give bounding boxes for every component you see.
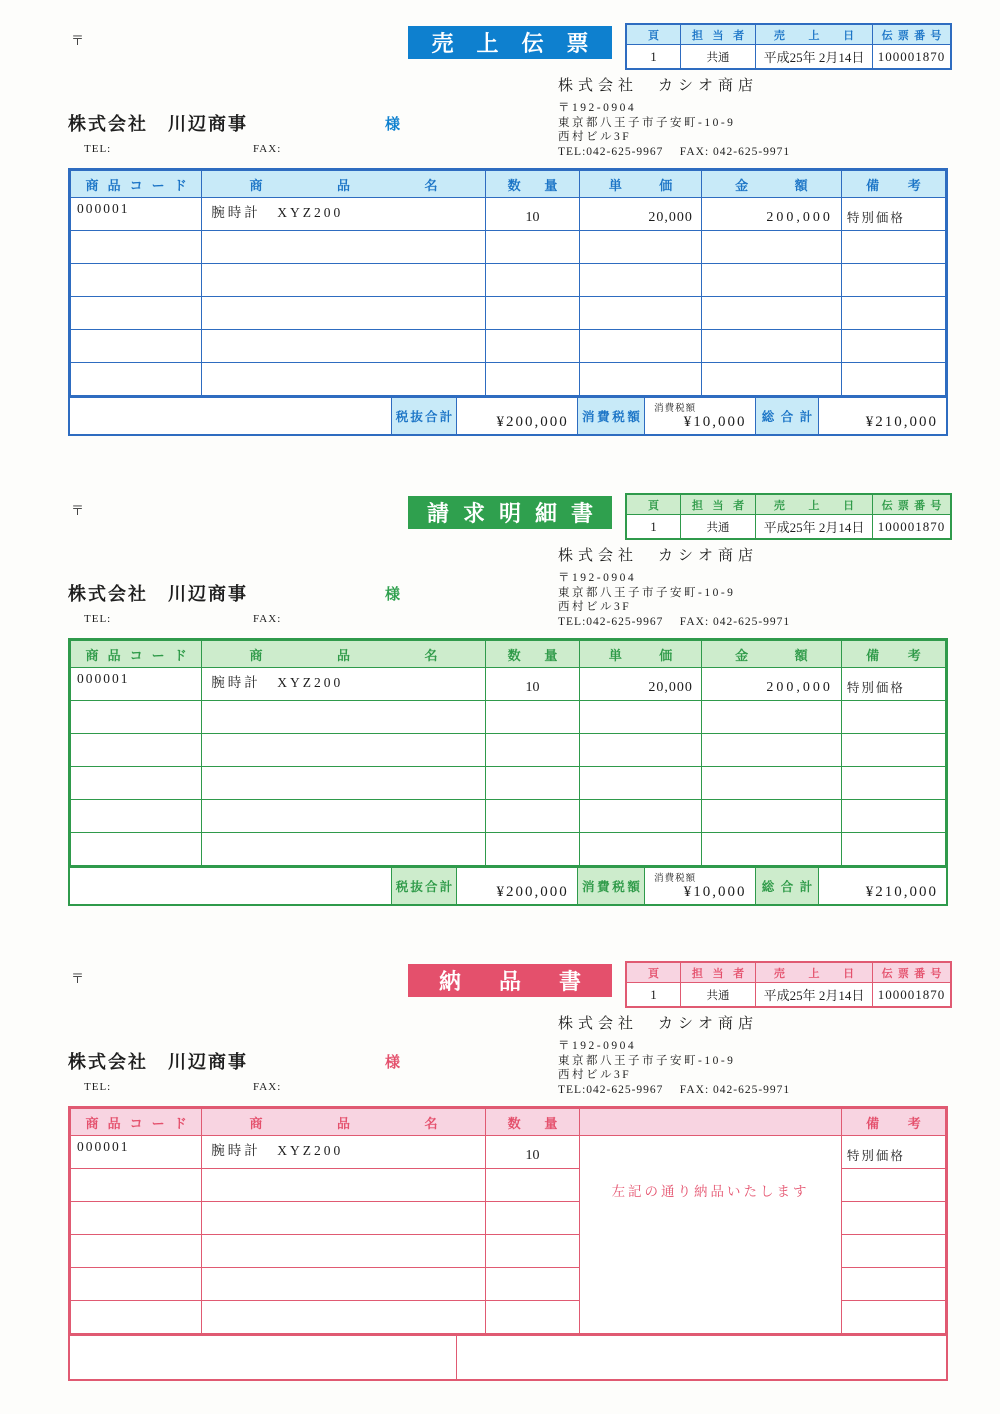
empty-row	[71, 701, 946, 734]
footer-left-cell	[70, 1336, 457, 1379]
item-note: 特別価格	[841, 668, 945, 701]
item-row	[71, 668, 946, 701]
tax-label: 消 費 税 額	[577, 868, 644, 904]
meta-header-row	[627, 495, 950, 514]
sales-date-header: 売 上 日	[755, 963, 872, 982]
col-header-note: 備 考	[841, 641, 945, 668]
customer-name: 株式会社 川辺商事	[68, 114, 248, 134]
items-table-wrap	[68, 638, 948, 906]
customer-fax-label: FAX:	[253, 1081, 282, 1093]
empty-row	[71, 264, 946, 297]
seller-block	[558, 74, 958, 160]
totals-empty-cell	[70, 868, 391, 904]
totals-row	[70, 866, 946, 904]
col-header-code: 商 品 コ ー ド	[71, 171, 202, 198]
col-header-name: 商 品 名	[202, 641, 486, 668]
seller-block	[558, 1012, 958, 1098]
col-header-code: 商 品 コ ー ド	[71, 641, 202, 668]
form-title-banner	[408, 496, 612, 529]
postal-mark: 〒	[71, 971, 85, 986]
seller-name: 株式会社 カシオ商店	[558, 78, 759, 94]
item-row	[71, 1136, 946, 1169]
page-header: 頁	[627, 495, 680, 514]
col-header-qty: 数 量	[485, 171, 580, 198]
page-value: 1	[627, 982, 680, 1006]
seller-address2: 西村ビル3F	[558, 1069, 632, 1081]
item-row	[71, 198, 946, 231]
seller-name: 株式会社 カシオ商店	[558, 548, 759, 564]
items-table	[70, 1108, 946, 1334]
customer-tel-label: TEL:	[84, 143, 112, 155]
col-header-name: 商 品 名	[202, 1109, 486, 1136]
tax-label: 消 費 税 額	[577, 398, 644, 434]
form-title-banner	[408, 26, 612, 59]
total-value: ¥210,000	[818, 398, 945, 434]
meta-header-row	[627, 963, 950, 982]
empty-row	[71, 330, 946, 363]
seller-address1: 東京都八王子市子安町-10-9	[558, 1054, 736, 1067]
col-header-note: 備 考	[841, 1109, 945, 1136]
col-header-amount: 金 額	[701, 171, 841, 198]
tax-small-label: 消費税額	[654, 403, 697, 414]
footer-row	[70, 1334, 946, 1379]
empty-row	[71, 800, 946, 833]
subtotal-value: ¥200,000	[456, 868, 576, 904]
column-header-row	[71, 171, 946, 198]
seller-address1: 東京都八王子市子安町-10-9	[558, 116, 736, 129]
column-header-row	[71, 1109, 946, 1136]
item-code: 000001	[71, 668, 202, 701]
total-label: 総 合 計	[755, 398, 819, 434]
item-note: 特別価格	[841, 1136, 945, 1169]
staff-value: 共通	[680, 982, 755, 1006]
page-value: 1	[627, 44, 680, 68]
seller-tel-fax: TEL:042-625-9967 FAX: 042-625-9971	[558, 615, 791, 628]
customer-honorific: 様	[385, 116, 401, 133]
meta-header-row	[627, 25, 950, 44]
staff-header: 担 当 者	[680, 25, 755, 44]
col-header-name: 商 品 名	[202, 171, 486, 198]
slip-number-value: 100001870	[872, 44, 950, 68]
item-qty: 10	[485, 1136, 580, 1169]
invoice-detail-form	[0, 470, 1000, 938]
item-code: 000001	[71, 1136, 202, 1169]
staff-header: 担 当 者	[680, 495, 755, 514]
item-unit-price: 20,000	[580, 198, 702, 231]
seller-tel-fax: TEL:042-625-9967 FAX: 042-625-9971	[558, 145, 791, 158]
slip-number-header: 伝 票 番 号	[872, 25, 950, 44]
staff-value: 共通	[680, 44, 755, 68]
item-name: 腕時計 XYZ200	[202, 198, 486, 231]
customer-name: 株式会社 川辺商事	[68, 584, 248, 604]
customer-fax-label: FAX:	[253, 143, 282, 155]
total-value: ¥210,000	[818, 868, 945, 904]
slip-number-value: 100001870	[872, 982, 950, 1006]
col-header-blank	[580, 1109, 842, 1136]
item-name: 腕時計 XYZ200	[202, 668, 486, 701]
seller-tel-fax: TEL:042-625-9967 FAX: 042-625-9971	[558, 1083, 791, 1096]
sales-date-value: 平成25年 2月14日	[755, 982, 872, 1006]
item-amount: 200,000	[701, 668, 841, 701]
seller-block	[558, 544, 958, 630]
seller-address1: 東京都八王子市子安町-10-9	[558, 586, 736, 599]
col-header-unit-price: 単 価	[580, 641, 702, 668]
seller-address2: 西村ビル3F	[558, 601, 632, 613]
delivery-note-form	[0, 938, 1000, 1414]
subtotal-label: 税 抜 合 計	[391, 398, 457, 434]
tax-value: ¥10,000	[683, 414, 747, 430]
items-table	[70, 640, 946, 866]
col-header-amount: 金 額	[701, 641, 841, 668]
seller-postal: 〒192-0904	[558, 102, 637, 114]
empty-row	[71, 297, 946, 330]
sales-slip-form	[0, 0, 1000, 470]
column-header-row	[71, 641, 946, 668]
meta-table	[625, 23, 952, 70]
seller-postal: 〒192-0904	[558, 572, 637, 584]
page-header: 頁	[627, 963, 680, 982]
postal-mark: 〒	[71, 33, 85, 48]
item-note: 特別価格	[841, 198, 945, 231]
postal-mark: 〒	[71, 503, 85, 518]
tax-value-cell	[644, 868, 754, 904]
item-qty: 10	[485, 198, 580, 231]
empty-row	[71, 833, 946, 866]
item-qty: 10	[485, 668, 580, 701]
col-header-unit-price: 単 価	[580, 171, 702, 198]
customer-honorific: 様	[385, 1054, 401, 1071]
slip-number-value: 100001870	[872, 514, 950, 538]
meta-table	[625, 493, 952, 540]
seller-name: 株式会社 カシオ商店	[558, 1016, 759, 1032]
item-name: 腕時計 XYZ200	[202, 1136, 486, 1169]
customer-name: 株式会社 川辺商事	[68, 1052, 248, 1072]
customer-tel-label: TEL:	[84, 613, 112, 625]
form-title: 請 求 明 細 書	[426, 501, 593, 526]
meta-value-row	[627, 982, 950, 1006]
item-code: 000001	[71, 198, 202, 231]
form-title-banner	[408, 964, 612, 997]
empty-row	[71, 734, 946, 767]
col-header-qty: 数 量	[485, 641, 580, 668]
total-label: 総 合 計	[755, 868, 819, 904]
item-unit-price: 20,000	[580, 668, 702, 701]
page-header: 頁	[627, 25, 680, 44]
sales-date-value: 平成25年 2月14日	[755, 514, 872, 538]
items-table-wrap	[68, 168, 948, 436]
empty-row	[71, 767, 946, 800]
page-value: 1	[627, 514, 680, 538]
item-amount: 200,000	[701, 198, 841, 231]
staff-value: 共通	[680, 514, 755, 538]
customer-tel-label: TEL:	[84, 1081, 112, 1093]
footer-right-cell	[457, 1336, 946, 1379]
meta-table	[625, 961, 952, 1008]
sales-date-header: 売 上 日	[755, 25, 872, 44]
empty-row	[71, 363, 946, 396]
col-header-qty: 数 量	[485, 1109, 580, 1136]
form-title: 納 品 書	[438, 969, 581, 994]
tax-value-cell	[644, 398, 754, 434]
seller-address2: 西村ビル3F	[558, 131, 632, 143]
staff-header: 担 当 者	[680, 963, 755, 982]
totals-row	[70, 396, 946, 434]
tax-value: ¥10,000	[683, 884, 747, 900]
delivery-message: 左記の通り納品いたします	[580, 1136, 842, 1334]
customer-fax-label: FAX:	[253, 613, 282, 625]
meta-value-row	[627, 44, 950, 68]
meta-value-row	[627, 514, 950, 538]
customer-honorific: 様	[385, 586, 401, 603]
subtotal-label: 税 抜 合 計	[391, 868, 457, 904]
sales-date-header: 売 上 日	[755, 495, 872, 514]
empty-row	[71, 231, 946, 264]
tax-small-label: 消費税額	[654, 873, 697, 884]
slip-number-header: 伝 票 番 号	[872, 495, 950, 514]
seller-postal: 〒192-0904	[558, 1040, 637, 1052]
col-header-code: 商 品 コ ー ド	[71, 1109, 202, 1136]
col-header-note: 備 考	[841, 171, 945, 198]
form-title: 売 上 伝 票	[431, 31, 589, 56]
subtotal-value: ¥200,000	[456, 398, 576, 434]
sales-date-value: 平成25年 2月14日	[755, 44, 872, 68]
slip-number-header: 伝 票 番 号	[872, 963, 950, 982]
items-table	[70, 170, 946, 396]
items-table-wrap	[68, 1106, 948, 1381]
totals-empty-cell	[70, 398, 391, 434]
